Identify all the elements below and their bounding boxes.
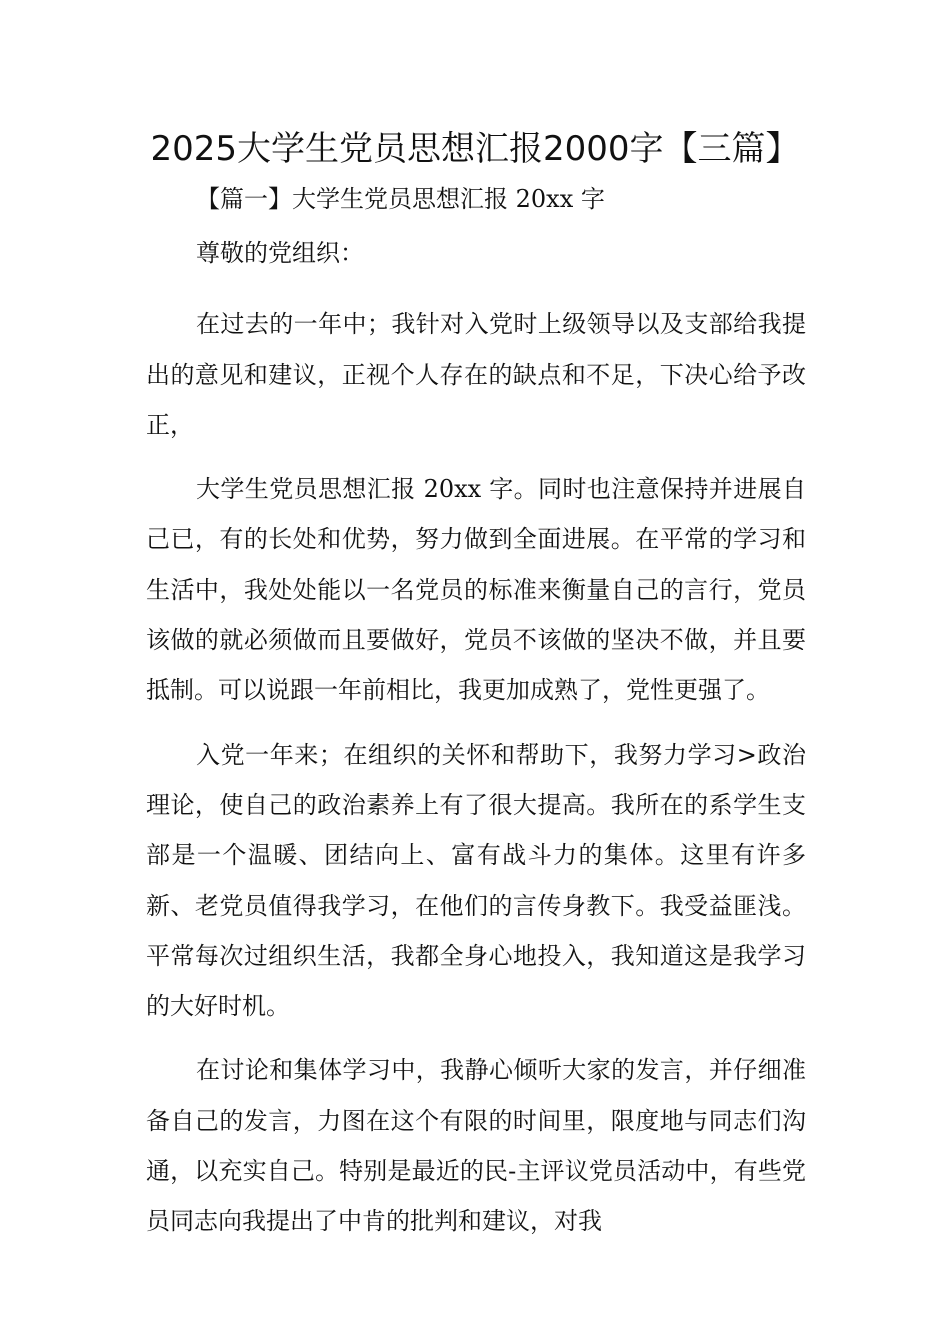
body-paragraph: 在过去的一年中；我针对入党时上级领导以及支部给我提出的意见和建议，正视个人存在的缺点和不足，下决心给予改正， [146,310,806,439]
salutation: 尊敬的党组织： [196,239,364,267]
body-paragraph: 大学生党员思想汇报 20xx 字。同时也注意保持并进展自己已，有的长处和优势，努力做到全面进展。在平常的学习和生活中，我处处能以一名党员的标准来衡量自己的言行，党员该做的就必须做而且要做好，党员不该做的坚决不做，并且要抵制。可以说跟一年前相比，我更加成熟了，党性更强了。 [146,475,806,705]
body-paragraph: 在讨论和集体学习中，我静心倾听大家的发言，并仔细准备自己的发言，力图在这个有限的时间里，限度地与同志们沟通，以充实自己。特别是最近的民-主评议党员活动中，有些党员同志向我提出了中肯的批判和建议，对我 [146,1056,806,1236]
body-paragraph: 入党一年来；在组织的关怀和帮助下，我努力学习>政治理论，使自己的政治素养上有了很大提高。我所在的系学生支部是一个温暖、团结向上、富有战斗力的集体。这里有许多新、老党员值得我学习，在他们的言传身教下。我受益匪浅。平常每次过组织生活，我都全身心地投入，我知道这是我学习的大好时机。 [146,740,806,1021]
section-heading: 【篇一】大学生党员思想汇报 20xx 字 [196,185,605,213]
document-title: 2025大学生党员思想汇报2000字【三篇】 [150,129,800,169]
document-body [146,228,806,1261]
